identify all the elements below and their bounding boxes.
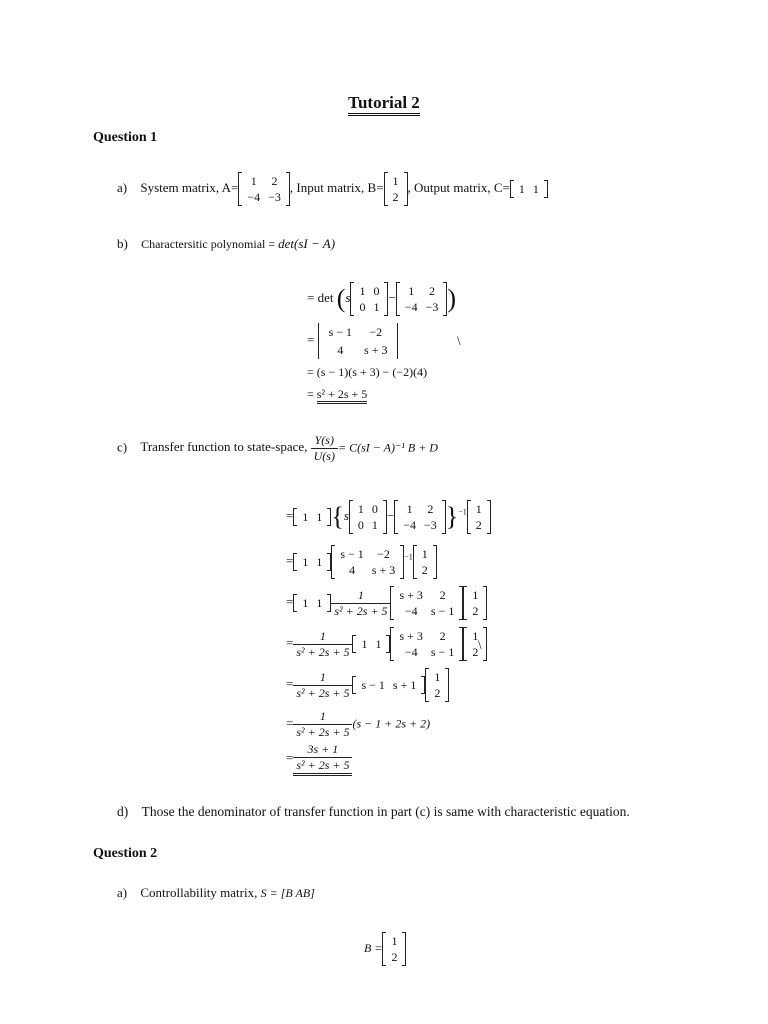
minus: −: [386, 507, 395, 523]
matrix-B-c: [425, 668, 449, 702]
matrix-A-cell: −4: [403, 518, 417, 532]
q1b-step2: [307, 323, 398, 359]
q1a-line: [117, 172, 548, 206]
q1c-text: Transfer function to state-space,: [140, 439, 308, 455]
q1c-step5: [286, 668, 449, 702]
q1c-step7: [286, 742, 352, 776]
matrix-B-cell: 2: [421, 563, 428, 577]
q2a-line: [117, 885, 315, 901]
q1c-label: c): [117, 439, 128, 455]
q1c-backslash: \: [478, 637, 482, 652]
identity-cell: 0: [373, 284, 380, 298]
det-cell: s + 3: [364, 343, 388, 357]
matrix-B-cell: 1: [472, 588, 479, 602]
q2a-B: [364, 932, 406, 966]
char-polynomial-result: s² + 2s + 5: [317, 387, 367, 404]
adjugate-matrix: [390, 586, 463, 620]
frac-den: s² + 2s + 5: [296, 644, 350, 659]
matrix-B-cell: 2: [475, 518, 482, 532]
q1b-text: Charactersitic polynomial =: [141, 237, 279, 251]
q2a-label: a): [117, 885, 128, 900]
matrix-C-c: [352, 635, 390, 653]
q1c-step6: [286, 709, 430, 740]
matrix-B-c: [413, 545, 437, 579]
q2a-expr: S = [B AB]: [260, 886, 315, 900]
matrix-B-cell: 1: [391, 934, 398, 948]
frac-den: s² + 2s + 5: [296, 685, 350, 700]
q1b-step4: [307, 387, 367, 402]
adjugate-cell: 2: [439, 588, 446, 602]
matrix-C-cell: 1: [302, 596, 309, 610]
q1b-eq2: =: [307, 331, 315, 347]
brace-close: }: [445, 502, 459, 531]
q1b-s: s: [345, 289, 351, 305]
matrix-B-cell: 1: [392, 174, 399, 188]
matrix-C-cell: 1: [302, 555, 309, 569]
q1b-backslash: \: [457, 333, 461, 348]
frac-num: 1: [293, 670, 352, 686]
sI-A-cell: s + 3: [371, 563, 396, 577]
tf-num: Y(s): [311, 433, 338, 449]
matrix-C-cell: 1: [361, 637, 368, 651]
det-cell: s − 1: [328, 325, 353, 339]
q1c-line: [117, 433, 438, 464]
adjugate-cell: 2: [439, 629, 446, 643]
q1a-input-text: , Input matrix, B=: [289, 179, 384, 195]
eq: =: [286, 507, 294, 523]
question-2-heading: Question 2: [93, 846, 158, 861]
matrix-B-cell: 2: [391, 950, 398, 964]
matrix-C-cell: 1: [316, 555, 323, 569]
matrix-B-cell: 1: [421, 547, 428, 561]
matrix-C-cell: 1: [316, 596, 323, 610]
matrix-B-cell: 1: [475, 502, 482, 516]
paren-close: ): [447, 284, 457, 313]
matrix-B: [384, 172, 408, 206]
identity-cell: 0: [359, 300, 366, 314]
frac: [331, 588, 390, 619]
eq: =: [286, 552, 294, 568]
adjugate-cell: −4: [404, 645, 418, 659]
identity-cell: 0: [357, 518, 364, 532]
q2-matrix-B: [382, 932, 406, 966]
matrix-A-cell: 2: [427, 502, 434, 516]
frac-num: 1: [293, 709, 352, 725]
brace-open: {: [331, 502, 344, 531]
matrix-C-cell: 1: [302, 510, 309, 524]
q1b-expr: det(sI − A): [278, 236, 336, 251]
q1c-step3: [286, 586, 487, 620]
matrix-C-cell: 1: [532, 182, 539, 196]
row-cell: s + 1: [392, 678, 417, 692]
eq: =: [286, 715, 294, 731]
frac: [293, 629, 352, 660]
identity-matrix: [350, 282, 388, 316]
identity-cell: 1: [357, 502, 364, 516]
q1a-label: a): [117, 179, 128, 195]
frac-den: s² + 2s + 5: [334, 603, 388, 618]
matrix-C-cell: 1: [518, 182, 525, 196]
matrix-B-cell: 2: [434, 686, 441, 700]
inverse-exp: −1: [458, 507, 467, 517]
matrix-A-cell: −3: [268, 190, 281, 204]
sI-A-cell: −2: [377, 547, 390, 561]
matrix-sI-A: [331, 545, 404, 579]
frac-num: 1: [293, 629, 352, 645]
row-matrix: [352, 676, 425, 694]
final-num: 3s + 1: [293, 742, 352, 758]
matrix-C-c: [293, 594, 331, 612]
tf-rhs: = C(sI − A)⁻¹ B + D: [337, 440, 438, 455]
matrix-A-cell: 1: [250, 174, 257, 188]
matrix-B-cell: 1: [472, 629, 479, 643]
question-1-heading: Question 1: [93, 130, 158, 145]
q1c-step2: [286, 545, 437, 579]
q2a-B-label: B =: [364, 940, 383, 955]
sI-A-cell: 4: [349, 563, 356, 577]
matrix-A-cell: −4: [404, 300, 418, 314]
q2a-text: Controllability matrix,: [140, 885, 261, 900]
q1b-step1: [307, 282, 456, 316]
final-den: s² + 2s + 5: [296, 758, 350, 772]
adjugate-cell: s − 1: [430, 645, 455, 659]
adjugate-cell: s + 3: [399, 629, 423, 643]
q1b-eq4: =: [307, 387, 314, 401]
eq: =: [286, 675, 294, 691]
q1c-step4: [286, 627, 487, 661]
tf-den: U(s): [313, 449, 335, 463]
matrix-A-cell: −4: [247, 190, 261, 204]
paren-open: (: [336, 284, 346, 313]
identity-matrix-c: [349, 500, 387, 534]
matrix-A-c: [394, 500, 446, 534]
matrix-A-cell: −3: [424, 518, 437, 532]
matrix-C: [510, 180, 548, 198]
q1b-minus: −: [388, 289, 396, 305]
determinant: [318, 323, 399, 359]
frac-den: s² + 2s + 5: [296, 725, 350, 739]
q1b-line: [117, 236, 335, 252]
matrix-B-cell: 1: [434, 670, 441, 684]
matrix-A: [238, 172, 290, 206]
row-cell: s − 1: [361, 678, 385, 692]
matrix-A-cell: −3: [425, 300, 439, 314]
q1b-label: b): [117, 236, 128, 251]
matrix-A-b: [396, 282, 448, 316]
adjugate-matrix: [390, 627, 463, 661]
matrix-A-cell: 2: [271, 174, 278, 188]
adjugate-cell: s − 1: [430, 604, 455, 618]
eq: =: [286, 634, 294, 650]
eq: =: [286, 749, 294, 765]
matrix-C-c: [293, 553, 331, 571]
matrix-B-cell: 2: [392, 190, 399, 204]
det-cell: −2: [369, 325, 383, 339]
identity-cell: 1: [373, 300, 380, 314]
matrix-B-cell: 2: [472, 604, 479, 618]
line6: (s − 1 + 2s + 2): [352, 716, 431, 731]
matrix-A-cell: 1: [406, 502, 413, 516]
identity-cell: 1: [359, 284, 366, 298]
matrix-A-cell: 1: [408, 284, 415, 298]
matrix-C-cell: 1: [316, 510, 323, 524]
identity-cell: 0: [371, 502, 378, 516]
s: s: [343, 507, 349, 523]
matrix-B-c: [463, 627, 487, 661]
page-title: Tutorial 2: [0, 93, 768, 113]
frac: [293, 670, 352, 701]
sI-A-cell: s − 1: [340, 547, 364, 561]
q1b-eq: = det: [307, 289, 334, 305]
tf-fraction: [311, 433, 338, 464]
adjugate-cell: s + 3: [399, 588, 423, 602]
inverse-exp: −1: [404, 552, 413, 562]
frac-num: 1: [331, 588, 390, 604]
q1d-line: [117, 804, 630, 820]
det-cell: 4: [337, 343, 344, 357]
q1b-step3: = (s − 1)(s + 3) − (−2)(4): [307, 365, 428, 379]
matrix-B-cell: 2: [472, 645, 479, 659]
matrix-A-cell: 2: [428, 284, 435, 298]
matrix-C-c: [293, 508, 331, 526]
q1d-label: d): [117, 804, 129, 819]
final-tf: [293, 742, 352, 776]
q1d-text: Those the denominator of transfer function in part (c) is same with characteristic equation.: [141, 804, 630, 819]
identity-cell: 1: [371, 518, 378, 532]
q1c-step1: [286, 500, 491, 534]
eq: =: [286, 593, 294, 609]
q1a-output-text: , Output matrix, C=: [407, 179, 510, 195]
matrix-C-cell: 1: [375, 637, 382, 651]
matrix-B-c: [467, 500, 491, 534]
adjugate-cell: −4: [404, 604, 418, 618]
matrix-B-c: [463, 586, 487, 620]
q1a-system-text: System matrix, A=: [140, 179, 239, 195]
frac: [293, 709, 352, 740]
